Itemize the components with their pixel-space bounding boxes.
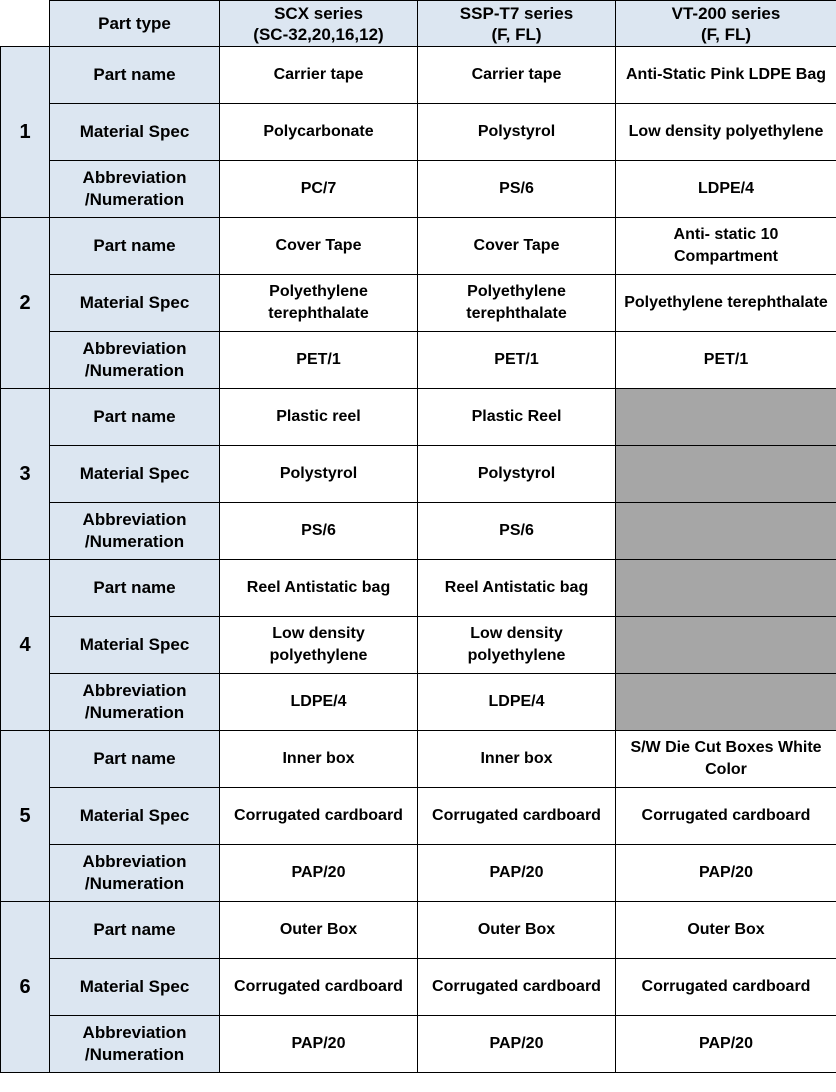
part-name-cell-vt-200 xyxy=(616,218,836,275)
abbreviation-label-line: Abbreviation xyxy=(82,1023,187,1042)
part-name-line: Cover Tape xyxy=(473,237,560,254)
part-name-label xyxy=(50,389,220,446)
abbreviation-cell-scx xyxy=(220,161,418,218)
abbreviation-cell-vt-200 xyxy=(616,845,836,902)
group-number: 5 xyxy=(1,731,50,902)
material-spec-line: Polystyrol xyxy=(477,123,556,140)
part-name-cell-scx xyxy=(220,218,418,275)
material-spec-cell-ssp-t7 xyxy=(418,275,616,332)
material-spec-cell-ssp-t7 xyxy=(418,959,616,1016)
material-spec-line: Corrugated cardboard xyxy=(641,807,811,824)
part-name-line: Reel Antistatic bag xyxy=(246,579,391,596)
table-row xyxy=(1,560,836,617)
material-spec-label-line: Material Spec xyxy=(79,122,190,141)
group-number: 3 xyxy=(1,389,50,560)
table-row xyxy=(1,845,836,902)
part-name-label xyxy=(50,560,220,617)
abbreviation-line: PAP/20 xyxy=(489,1035,544,1052)
material-spec-line: Corrugated cardboard xyxy=(432,978,601,995)
abbreviation-line: PAP/20 xyxy=(699,1035,753,1052)
material-spec-label-line: Material Spec xyxy=(79,977,190,996)
abbreviation-cell-scx xyxy=(220,674,418,731)
material-spec-cell-scx xyxy=(220,959,418,1016)
part-name-line: Carrier tape xyxy=(471,66,562,83)
column-header-vt-200 xyxy=(616,1,836,47)
abbreviation-label-line: /Numeration xyxy=(84,532,185,551)
material-spec-line: Corrugated cardboard xyxy=(234,807,403,824)
abbreviation-line: LDPE/4 xyxy=(697,180,754,197)
part-name-line: Inner box xyxy=(282,750,355,767)
material-spec-line: Polystyrol xyxy=(279,465,358,482)
part-name-label-line: Part name xyxy=(93,65,176,84)
part-name-label-line: Part name xyxy=(93,578,176,597)
material-spec-cell-vt-200 xyxy=(616,959,836,1016)
material-spec-line: Polycarbonate xyxy=(263,123,374,140)
abbreviation-label-line: Abbreviation xyxy=(82,681,187,700)
abbreviation-line: PS/6 xyxy=(499,522,534,539)
abbreviation-cell-ssp-t7 xyxy=(418,674,616,731)
part-name-label-line: Part name xyxy=(93,749,176,768)
part-name-cell-ssp-t7 xyxy=(418,389,616,446)
abbreviation-cell-ssp-t7 xyxy=(418,1016,616,1073)
material-spec-label xyxy=(50,617,220,674)
abbreviation-line: PET/1 xyxy=(296,351,341,368)
table-row xyxy=(1,161,836,218)
abbreviation-line: PET/1 xyxy=(703,351,749,368)
part-name-line: Outer Box xyxy=(477,921,556,938)
abbreviation-label-line: /Numeration xyxy=(84,1045,185,1064)
abbreviation-cell-vt-200 xyxy=(616,1016,836,1073)
header-row xyxy=(1,1,836,47)
material-spec-cell-vt-200 xyxy=(616,788,836,845)
column-header-line2: (F, FL) xyxy=(491,24,542,44)
abbreviation-cell-ssp-t7 xyxy=(418,845,616,902)
material-spec-label xyxy=(50,104,220,161)
table-row xyxy=(1,674,836,731)
not-applicable-cell xyxy=(616,617,836,674)
abbreviation-line: PAP/20 xyxy=(291,864,346,881)
column-header-line2: (SC-32,20,16,12) xyxy=(253,24,384,44)
abbreviation-line: PAP/20 xyxy=(489,864,544,881)
abbreviation-cell-scx xyxy=(220,503,418,560)
part-name-cell-scx xyxy=(220,902,418,959)
table-row xyxy=(1,503,836,560)
part-name-cell-ssp-t7 xyxy=(418,731,616,788)
column-header-line2: (F, FL) xyxy=(700,24,752,44)
material-spec-cell-scx xyxy=(220,788,418,845)
material-spec-label-line: Material Spec xyxy=(79,293,190,312)
abbreviation-label-line: /Numeration xyxy=(84,703,185,722)
table-row xyxy=(1,275,836,332)
column-header-line1: VT-200 series xyxy=(671,3,781,23)
part-name-label-line: Part name xyxy=(93,407,176,426)
material-spec-label xyxy=(50,788,220,845)
material-spec-label xyxy=(50,959,220,1016)
part-name-line: Anti- static 10 xyxy=(673,226,779,243)
part-name-cell-ssp-t7 xyxy=(418,218,616,275)
table-row xyxy=(1,332,836,389)
table-row xyxy=(1,1016,836,1073)
abbreviation-line: PET/1 xyxy=(494,351,539,368)
part-name-line: Outer Box xyxy=(687,921,765,938)
material-spec-cell-scx xyxy=(220,617,418,674)
material-spec-cell-vt-200 xyxy=(616,104,836,161)
material-spec-line: terephthalate xyxy=(268,305,369,322)
material-spec-cell-ssp-t7 xyxy=(418,104,616,161)
table-row xyxy=(1,788,836,845)
corner-cell xyxy=(1,1,50,47)
material-spec-line: Low density xyxy=(272,625,365,642)
material-spec-cell-ssp-t7 xyxy=(418,788,616,845)
part-name-cell-ssp-t7 xyxy=(418,47,616,104)
table-row xyxy=(1,218,836,275)
abbreviation-line: PAP/20 xyxy=(291,1035,346,1052)
material-spec-line: Polyethylene xyxy=(467,283,566,300)
not-applicable-cell xyxy=(616,389,836,446)
part-name-cell-vt-200 xyxy=(616,47,836,104)
material-spec-line: polyethylene xyxy=(467,647,566,664)
table-row xyxy=(1,731,836,788)
material-spec-line: polyethylene xyxy=(269,647,368,664)
column-header-line1: SCX series xyxy=(274,3,363,23)
abbreviation-label-line: /Numeration xyxy=(84,361,185,380)
material-spec-label xyxy=(50,275,220,332)
abbreviation-cell-ssp-t7 xyxy=(418,161,616,218)
abbreviation-label-line: Abbreviation xyxy=(82,339,187,358)
table-row xyxy=(1,902,836,959)
material-spec-cell-ssp-t7 xyxy=(418,617,616,674)
material-spec-cell-scx xyxy=(220,446,418,503)
abbreviation-label-line: Abbreviation xyxy=(82,852,187,871)
material-spec-cell-scx xyxy=(220,275,418,332)
not-applicable-cell xyxy=(616,446,836,503)
material-spec-line: Corrugated cardboard xyxy=(432,807,601,824)
abbreviation-label-line: /Numeration xyxy=(84,874,185,893)
not-applicable-cell xyxy=(616,560,836,617)
material-spec-cell-vt-200 xyxy=(616,275,836,332)
part-name-line: Reel Antistatic bag xyxy=(444,579,589,596)
material-spec-line: Polyethylene terephthalate xyxy=(624,294,828,311)
part-name-cell-scx xyxy=(220,389,418,446)
abbreviation-label-line: /Numeration xyxy=(84,190,185,209)
abbreviation-label xyxy=(50,332,220,389)
abbreviation-line: PC/7 xyxy=(300,180,337,197)
table-row xyxy=(1,959,836,1016)
column-header-line1: SSP-T7 series xyxy=(459,3,574,23)
abbreviation-label-line: Abbreviation xyxy=(82,168,187,187)
abbreviation-cell-ssp-t7 xyxy=(418,503,616,560)
column-header-scx xyxy=(220,1,418,47)
material-spec-cell-ssp-t7 xyxy=(418,446,616,503)
part-type-header: Part type xyxy=(50,1,220,47)
group-number: 4 xyxy=(1,560,50,731)
abbreviation-line: PS/6 xyxy=(301,522,336,539)
abbreviation-cell-scx xyxy=(220,845,418,902)
column-header-ssp-t7 xyxy=(418,1,616,47)
abbreviation-label xyxy=(50,1016,220,1073)
material-spec-line: Polystyrol xyxy=(477,465,556,482)
abbreviation-cell-vt-200 xyxy=(616,332,836,389)
material-spec-line: Polyethylene xyxy=(269,283,368,300)
abbreviation-line: PS/6 xyxy=(499,180,534,197)
part-name-line: Anti-Static Pink LDPE Bag xyxy=(625,66,827,83)
group-number: 2 xyxy=(1,218,50,389)
not-applicable-cell xyxy=(616,503,836,560)
abbreviation-label xyxy=(50,674,220,731)
group-number: 1 xyxy=(1,47,50,218)
part-name-cell-scx xyxy=(220,47,418,104)
abbreviation-label xyxy=(50,161,220,218)
part-name-label xyxy=(50,902,220,959)
material-spec-line: Low density polyethylene xyxy=(628,123,824,140)
abbreviation-cell-vt-200 xyxy=(616,161,836,218)
abbreviation-cell-scx xyxy=(220,332,418,389)
part-name-line: Outer Box xyxy=(279,921,358,938)
part-name-label-line: Part name xyxy=(93,236,176,255)
abbreviation-line: LDPE/4 xyxy=(290,693,347,710)
table-body xyxy=(1,47,836,1073)
abbreviation-cell-scx xyxy=(220,1016,418,1073)
part-name-label xyxy=(50,731,220,788)
abbreviation-line: LDPE/4 xyxy=(488,693,545,710)
part-name-line: S/W Die Cut Boxes White xyxy=(630,739,822,756)
abbreviation-line: PAP/20 xyxy=(699,864,753,881)
table-row xyxy=(1,104,836,161)
part-name-line: Cover Tape xyxy=(275,237,362,254)
part-name-line: Inner box xyxy=(480,750,553,767)
part-name-label xyxy=(50,218,220,275)
part-name-cell-vt-200 xyxy=(616,902,836,959)
material-spec-line: Low density xyxy=(470,625,563,642)
table-row xyxy=(1,446,836,503)
part-name-cell-vt-200 xyxy=(616,731,836,788)
group-number: 6 xyxy=(1,902,50,1073)
abbreviation-cell-ssp-t7 xyxy=(418,332,616,389)
material-spec-cell-scx xyxy=(220,104,418,161)
part-name-line: Plastic reel xyxy=(276,408,361,425)
abbreviation-label xyxy=(50,845,220,902)
not-applicable-cell xyxy=(616,674,836,731)
part-name-line: Color xyxy=(705,761,747,778)
table-row xyxy=(1,389,836,446)
material-spec-line: Corrugated cardboard xyxy=(234,978,403,995)
abbreviation-label-line: Abbreviation xyxy=(82,510,187,529)
part-name-line: Plastic Reel xyxy=(471,408,562,425)
material-spec-label-line: Material Spec xyxy=(79,806,190,825)
material-spec-line: terephthalate xyxy=(466,305,567,322)
material-spec-line: Corrugated cardboard xyxy=(641,978,811,995)
part-name-label-line: Part name xyxy=(93,920,176,939)
table-row xyxy=(1,617,836,674)
material-spec-label-line: Material Spec xyxy=(79,464,190,483)
part-name-label xyxy=(50,47,220,104)
part-name-cell-scx xyxy=(220,560,418,617)
part-name-line: Compartment xyxy=(673,248,778,265)
part-name-line: Carrier tape xyxy=(273,66,364,83)
part-name-cell-scx xyxy=(220,731,418,788)
part-name-cell-ssp-t7 xyxy=(418,902,616,959)
material-spec-label-line: Material Spec xyxy=(79,635,190,654)
material-spec-label xyxy=(50,446,220,503)
abbreviation-label xyxy=(50,503,220,560)
part-name-cell-ssp-t7 xyxy=(418,560,616,617)
table-row xyxy=(1,47,836,104)
